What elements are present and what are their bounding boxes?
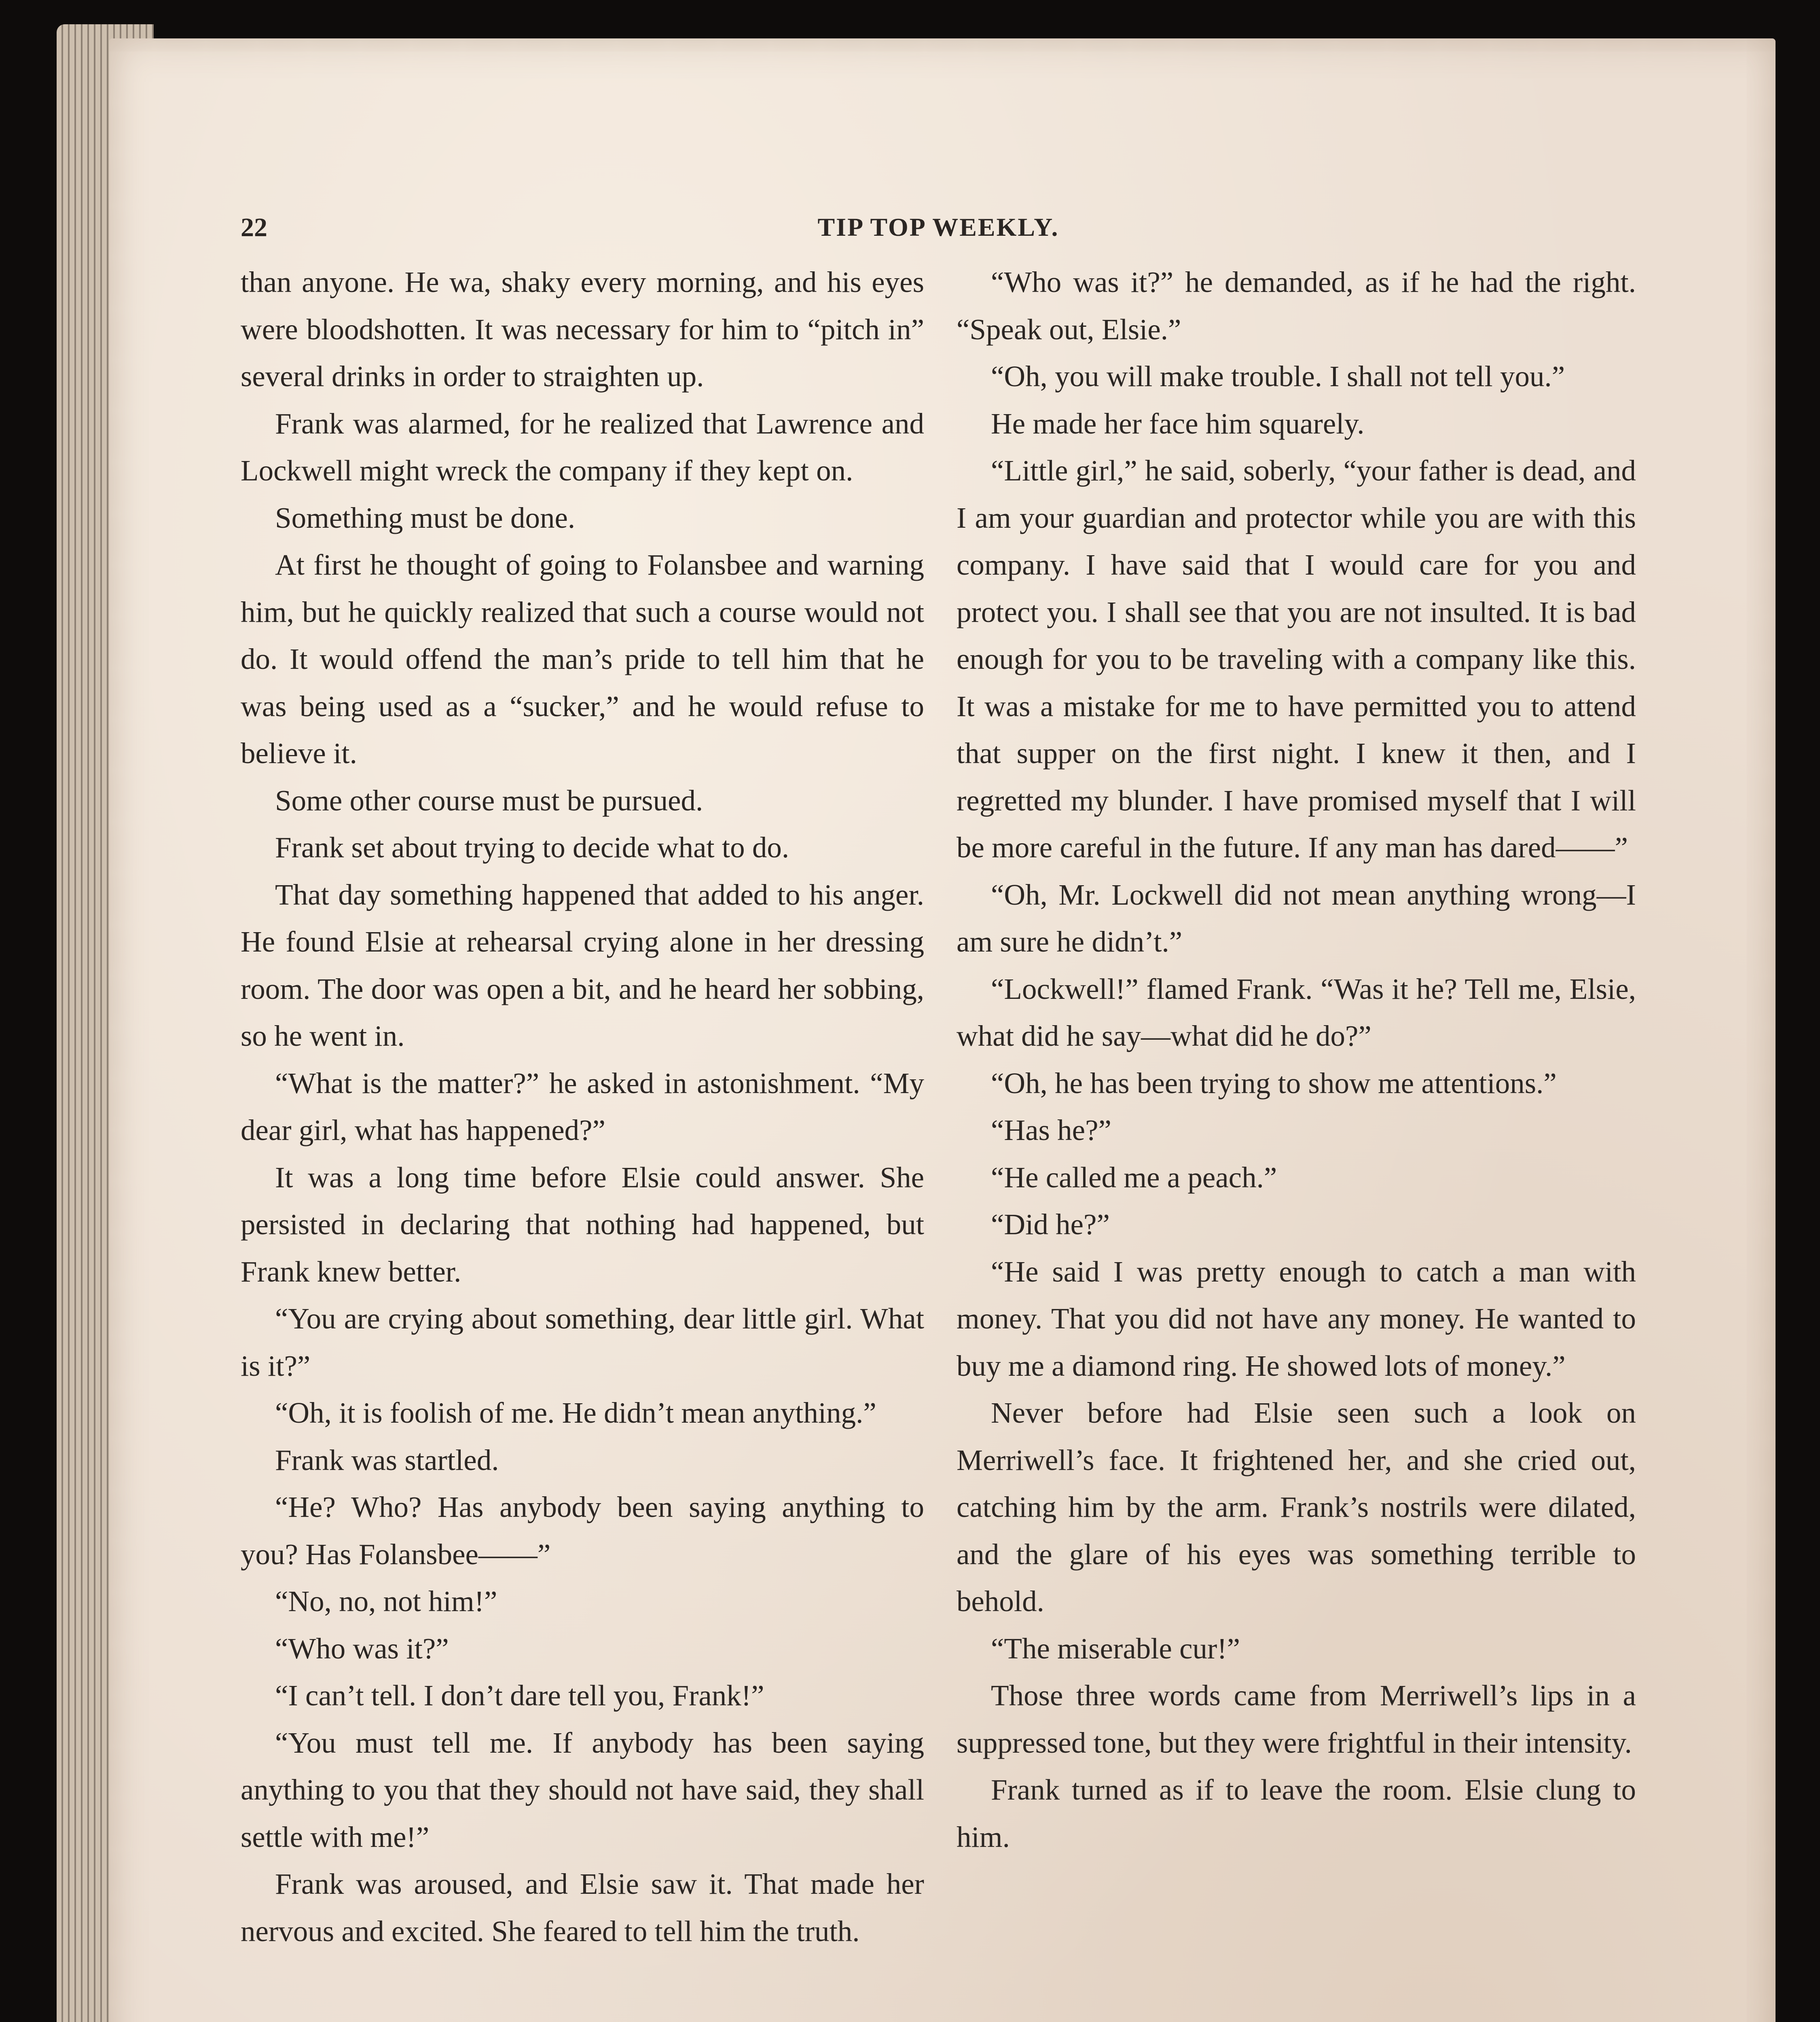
text-column-right (957, 259, 1636, 2022)
page-number: 22 (241, 213, 267, 242)
paragraph: Frank set about trying to decide what to do. (275, 831, 789, 864)
paragraph: At first he thought of going to Folansbee and warning him, but he quickly realized that such a course would not do. It would offend the man’s pride to tell him that he was being used as a “sucker,” and he would refuse to believe it. (241, 548, 924, 770)
paragraph: Never before had Elsie seen such a look on Merriwell’s face. It frightened her, and she cried out, catching him by the arm. Frank’s nostrils were dilated, and the glare of his eyes was something terrible to behold. (957, 1396, 1636, 1618)
page-header (241, 212, 1636, 249)
running-title: TIP TOP WEEKLY. (817, 213, 1059, 241)
paragraph: Frank was aroused, and Elsie saw it. That made her nervous and excited. She feared to tell him the truth. (241, 1868, 924, 1948)
paragraph: “Little girl,” he said, soberly, “your father is dead, and I am your guardian and protector while you are with this company. I have said that I would care for you and protect you. I shall see that you are not insulted. It is bad enough for you to be traveling with a company like this. It was a mistake for me to have permitted you to attend that supper on the first night. I knew it then, and I regretted my blunder. I have promised myself that I will be more careful in the future. If any man has dared——” (957, 454, 1636, 864)
paragraph: “What is the matter?” he asked in astonishment. “My dear girl, what has happened?” (241, 1066, 924, 1146)
paragraph: “The miserable cur!” (991, 1632, 1240, 1665)
paragraph: “Oh, it is foolish of me. He didn’t mean anything.” (275, 1396, 876, 1429)
paragraph: He made her face him squarely. (991, 407, 1365, 440)
paragraph: That day something happened that added to his anger. He found Elsie at rehearsal crying alone in her dressing room. The door was open a bit, and he heard her sobbing, so he went in. (241, 878, 924, 1052)
paragraph: than anyone. He wa, shaky every morning, and his eyes were bloodshotten. It was necessary for him to “pitch in” several drinks in order to straighten up. (241, 266, 924, 393)
paragraph: “Lockwell!” flamed Frank. “Was it he? Tell me, Elsie, what did he say—what did he do?” (957, 972, 1636, 1052)
paragraph: “Who was it?” he demanded, as if he had the right. “Speak out, Elsie.” (957, 266, 1636, 346)
paragraph: “He said I was pretty enough to catch a man with money. That you did not have any money. He wanted to buy me a diamond ring. He showed lots of money.” (957, 1255, 1636, 1382)
paragraph: Frank was startled. (275, 1443, 499, 1476)
text-column-left (241, 259, 924, 2022)
paragraph: Frank was alarmed, for he realized that Lawrence and Lockwell might wreck the company if they kept on. (241, 407, 924, 487)
paragraph: “Has he?” (991, 1114, 1111, 1146)
paragraph: “Who was it?” (275, 1632, 449, 1665)
paragraph: “He? Who? Has anybody been saying anything to you? Has Folansbee——” (241, 1491, 924, 1571)
paragraph: “I can’t tell. I don’t dare tell you, Frank!” (275, 1679, 764, 1712)
paragraph: Frank turned as if to leave the room. Elsie clung to him. (957, 1773, 1636, 1853)
paragraph: “No, no, not him!” (275, 1585, 497, 1618)
paragraph: “Oh, he has been trying to show me attentions.” (991, 1066, 1557, 1100)
paragraph: Those three words came from Merriwell’s lips in a suppressed tone, but they were frightful in their intensity. (957, 1679, 1636, 1759)
paragraph: Something must be done. (275, 501, 576, 534)
paragraph: Some other course must be pursued. (275, 784, 703, 817)
paragraph: “Oh, Mr. Lockwell did not mean anything wrong—I am sure he didn’t.” (957, 878, 1636, 958)
paragraph: “He called me a peach.” (991, 1161, 1277, 1194)
paragraph: “You are crying about something, dear little girl. What is it?” (241, 1302, 924, 1382)
paragraph: “Did he?” (991, 1208, 1110, 1241)
paragraph: “Oh, you will make trouble. I shall not tell you.” (991, 360, 1565, 393)
paragraph: It was a long time before Elsie could answer. She persisted in declaring that nothing had happened, but Frank knew better. (241, 1161, 924, 1288)
paragraph: “You must tell me. If anybody has been saying anything to you that they should not have said, they shall settle with me!” (241, 1726, 924, 1853)
